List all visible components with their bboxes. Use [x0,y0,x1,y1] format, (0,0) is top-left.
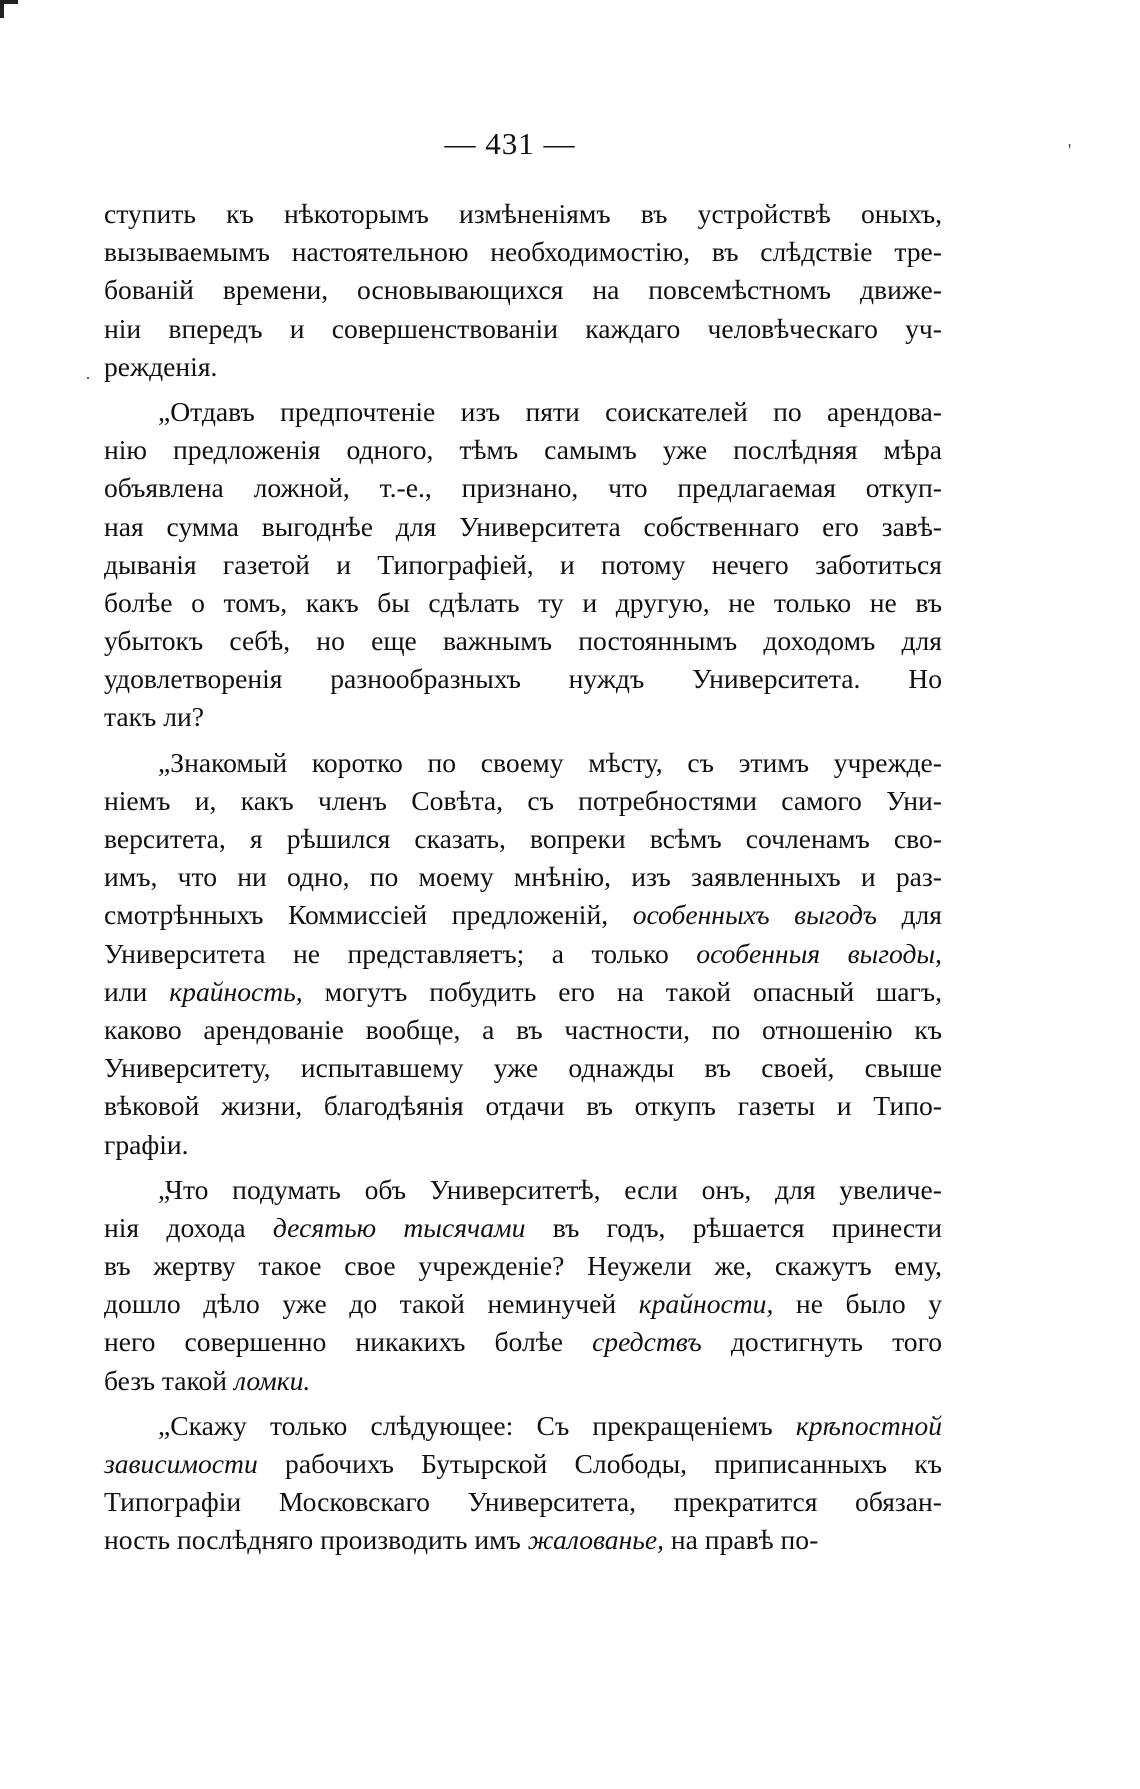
paragraph [104,1407,942,1560]
text-segment: „Отдавъ предпочтеніе изъ пяти соискателей по арендова- [158,395,942,427]
text-line [104,858,942,896]
text-segment: въ годъ, рѣшается принести [525,1211,942,1243]
text-line [104,782,942,820]
text-segment: него совершенно никакихъ болѣе [104,1326,593,1358]
paragraph [104,393,942,737]
italic-phrase: крѣпостной [795,1409,942,1441]
text-segment: Университету, испытавшему уже однажды въ своей, свыше [104,1052,942,1084]
text-segment: болѣе о томъ, какъ бы сдѣлать ту и другую, не только не въ [104,586,942,618]
text-segment: на правѣ по- [663,1524,819,1556]
text-segment: нія дохода [104,1211,273,1243]
text-segment: не было у [773,1288,943,1320]
text-line [104,660,942,698]
text-line [104,622,942,660]
text-line [104,935,942,973]
text-line [104,584,942,622]
text-line [104,271,942,309]
text-line [104,973,942,1011]
italic-phrase: особенныя выгоды, [696,937,942,969]
text-segment: или [104,975,170,1007]
text-line [104,1049,942,1087]
text-segment: ность послѣдняго производить имъ [104,1524,528,1556]
text-line [104,431,942,469]
text-segment: дыванія газетой и Типографіей, и потому нечего заботиться [104,548,942,580]
italic-phrase: зависимости [104,1448,258,1479]
text-segment: „Знакомый коротко по своему мѣсту, съ этимъ учрежде- [158,746,942,778]
text-segment: бованій времени, основывающихся на повсемѣстномъ движе- [104,274,942,306]
text-line [104,1011,942,1049]
italic-phrase: крайности, [638,1288,774,1320]
text-segment: достигнуть того [701,1326,942,1358]
italic-phrase: ломки. [233,1364,311,1396]
text-line [104,310,942,348]
text-line [104,195,942,233]
text-segment: безъ такой [104,1364,234,1396]
text-segment: режденія. [104,350,218,382]
text-segment: вѣковой жизни, благодѣянія отдачи въ откупъ газеты и Типо- [104,1090,942,1122]
italic-phrase: крайность, [169,975,303,1007]
text-segment: нію предложенія одного, тѣмъ самымъ уже послѣдняя мѣра [104,434,942,466]
italic-phrase: средствъ [592,1326,702,1358]
text-segment: ніемъ и, какъ членъ Совѣта, съ потребностями самого Уни- [104,784,942,816]
text-segment: въ жертву такое свое учрежденіе? Неужели же, скажутъ ему, [104,1250,942,1282]
text-segment: каково арендованіе вообще, а въ частности, по отношенію къ [104,1013,942,1045]
text-segment: такъ ли? [104,701,205,733]
text-segment: „Скажу только слѣдующее: Съ прекращеніемъ [158,1409,796,1441]
text-line [104,1285,942,1323]
text-segment: дошло дѣло уже до такой неминучей [104,1288,639,1320]
text-line [104,1087,942,1125]
text-line [104,1126,942,1164]
text-segment: для [876,899,942,931]
text-segment: рабочихъ Бутырской Слободы, приписанныхъ къ [257,1448,942,1479]
text-segment: вызываемымъ настоятельною необходимостію, въ слѣдствіе тре- [104,236,942,268]
text-line [104,1483,942,1521]
text-segment: имъ, что ни одно, по моему мнѣнію, изъ заявленныхъ и раз- [104,861,942,893]
margin-tick-mark: ' [1068,140,1072,160]
text-line [104,1362,942,1400]
text-segment: верситета, я рѣшился сказать, вопреки всѣмъ сочленамъ сво- [104,823,942,854]
paragraph [104,195,942,386]
text-segment: удовлетворенія разнообразныхъ нуждъ Университета. Но [104,663,942,695]
text-line [104,1407,942,1445]
text-line [104,1171,942,1209]
text-line [104,393,942,431]
text-line [104,546,942,584]
text-segment: Типографіи Московскаго Университета, прекратится обязан- [104,1486,942,1518]
text-line [104,1445,942,1483]
text-line [104,469,942,507]
italic-phrase: десятью тысячами [272,1211,526,1243]
margin-dot-mark: · [85,368,91,388]
page-number: — 431 — [444,126,576,161]
body-text [104,195,942,1567]
text-line [104,820,942,858]
text-segment: могутъ побудить его на такой опасный шагъ, [302,975,943,1007]
text-line [104,508,942,546]
italic-phrase: особенныхъ выгодъ [632,899,877,931]
text-segment: ніи впередъ и совершенствованіи каждаго человѣческаго уч- [104,312,942,344]
paragraph [104,1171,942,1400]
italic-phrase: жалованье, [527,1524,664,1556]
text-line [104,348,942,386]
text-line [104,1247,942,1285]
text-line [104,698,942,736]
text-segment: „Что подумать объ Университетѣ, если онъ, для увеличе- [158,1173,942,1205]
text-segment: ная сумма выгоднѣе для Университета собственнаго его завѣ- [104,510,942,542]
text-line [104,233,942,271]
text-segment: Университета не представляетъ; а только [104,937,697,969]
text-segment: смотрѣнныхъ Коммиссіей предложеній, [104,899,633,931]
text-segment: убытокъ себѣ, но еще важнымъ постояннымъ доходомъ для [104,625,942,657]
text-segment: объявлена ложной, т.-е., признано, что предлагаемая откуп- [104,472,942,504]
text-line [104,1209,942,1247]
paragraph [104,744,942,1164]
text-line [104,744,942,782]
text-segment: графіи. [104,1128,189,1160]
text-line [104,1323,942,1361]
scan-corner-mark [0,0,18,18]
text-segment: ступить къ нѣкоторымъ измѣненіямъ въ устройствѣ оныхъ, [104,198,942,229]
text-line [104,896,942,934]
text-line [104,1521,942,1559]
